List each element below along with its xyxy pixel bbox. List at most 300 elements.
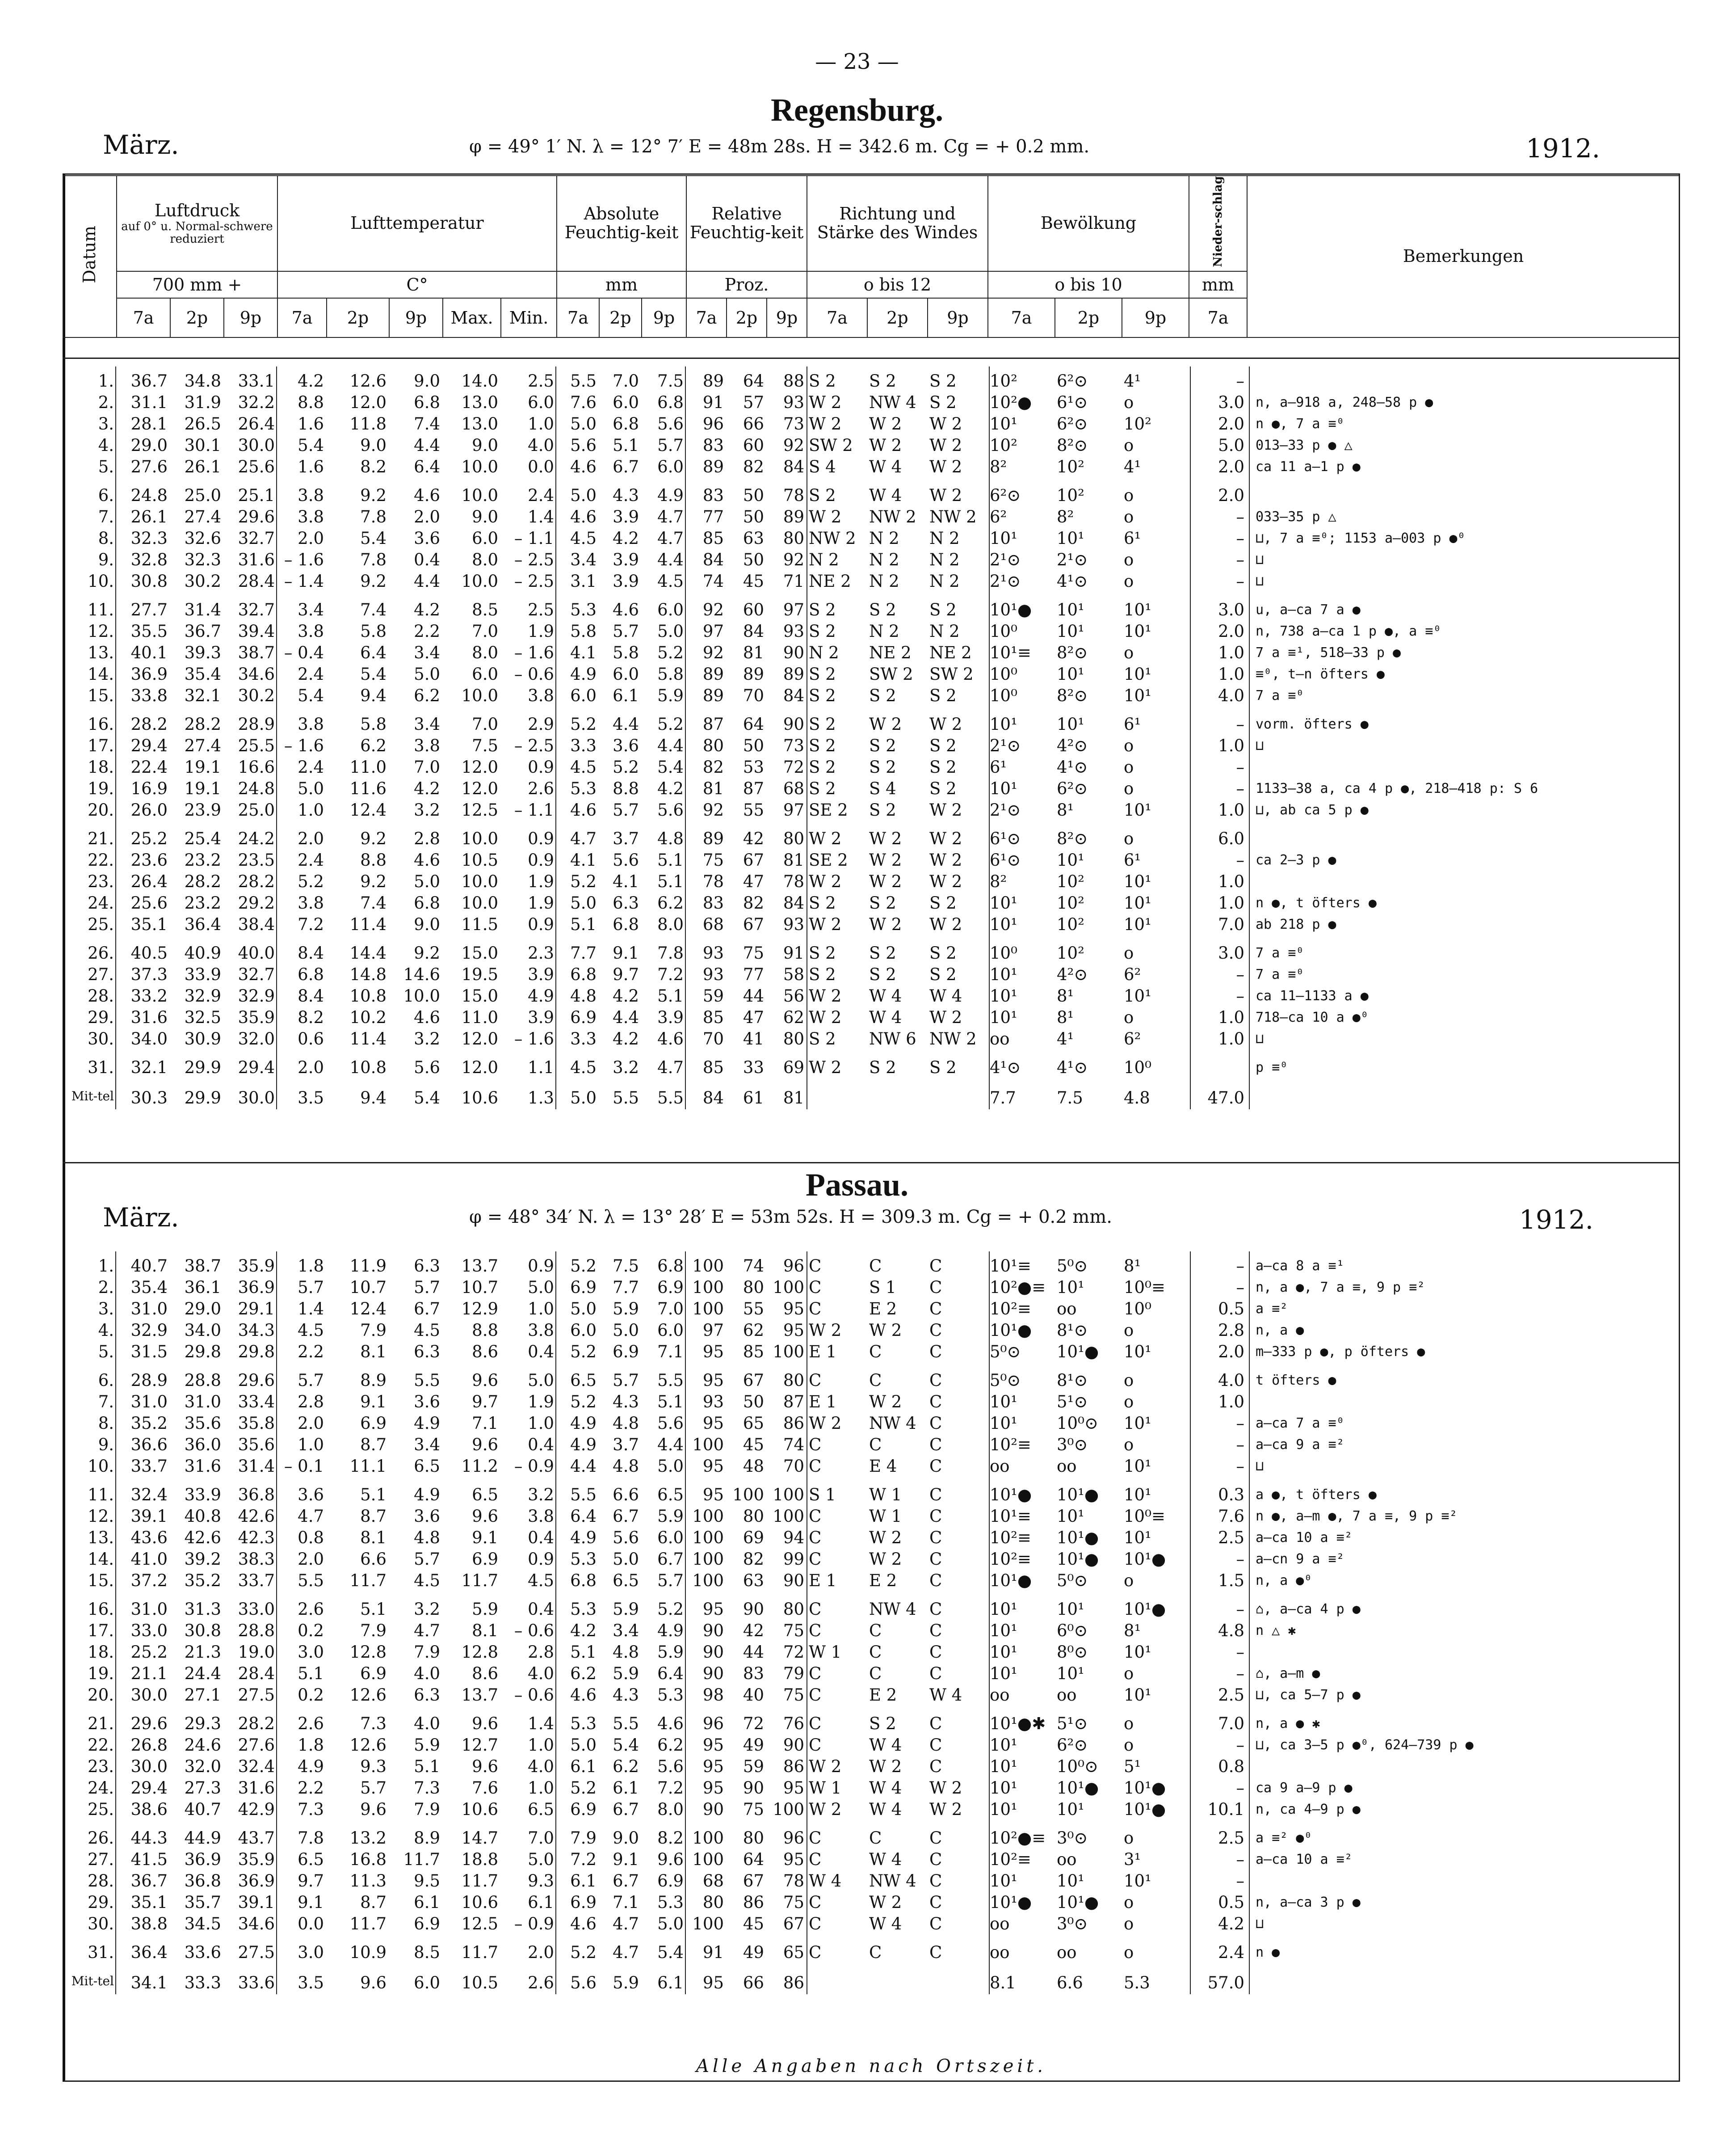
cell-precip-7a: 2.0 (1218, 414, 1244, 434)
cell-abs-7a: 5.0 (570, 1088, 597, 1107)
cell-day: 30. (88, 1914, 114, 1933)
cell-temp-2p: 6.9 (360, 1414, 386, 1433)
table-row (63, 1392, 1680, 1412)
cell-precip-7a: – (1236, 371, 1244, 391)
cell-wind-7a: C (809, 1299, 822, 1318)
cell-wind-2p: S 2 (869, 758, 896, 777)
cell-abs-7a: 4.9 (570, 1528, 597, 1547)
cell-remark: ⌂, a–ca 4 p ● (1256, 1601, 1361, 1617)
cell-temp-max: 10.6 (461, 1088, 498, 1107)
cell-abs-7a: 5.1 (570, 915, 597, 934)
time-2p: 2p (599, 298, 642, 337)
cell-pressure-7a: 35.2 (130, 1414, 168, 1433)
time-7a: 7a (117, 298, 170, 337)
cell-cloud-2p: 8¹⊙ (1057, 1321, 1088, 1340)
cell-temp-9p: 2.2 (414, 622, 440, 641)
cell-temp-9p: 6.7 (414, 1299, 440, 1318)
cell-temp-9p: 3.2 (414, 800, 440, 820)
cell-cloud-7a: 10¹ (990, 1800, 1017, 1819)
cell-temp-9p: 4.5 (414, 1571, 440, 1590)
cell-abs-7a: 5.6 (570, 1973, 597, 1992)
cell-temp-max: 12.8 (461, 1642, 498, 1662)
cell-rel-2p: 90 (743, 1778, 764, 1798)
table-row (63, 550, 1680, 570)
cell-cloud-9p: 10¹ (1124, 800, 1151, 820)
cell-rel-9p: 84 (783, 893, 804, 913)
cell-abs-7a: 6.9 (570, 1278, 597, 1297)
cell-abs-9p: 5.6 (657, 414, 684, 434)
cell-temp-min: – 0.6 (514, 1685, 554, 1705)
table-row (63, 1370, 1680, 1391)
cell-rel-9p: 95 (783, 1321, 804, 1340)
cell-temp-min: 1.4 (528, 1714, 554, 1733)
cell-abs-9p: 5.6 (657, 1757, 684, 1776)
cell-remark: 7 a ≡⁰ (1256, 688, 1304, 703)
cell-temp-2p: 10.8 (349, 986, 386, 1006)
cell-temp-2p: 8.7 (360, 1893, 386, 1912)
cell-cloud-2p: 10¹ (1057, 600, 1084, 619)
cell-temp-7a: 9.1 (298, 1893, 324, 1912)
cell-rel-7a: 100 (692, 1550, 724, 1569)
table-row (63, 371, 1680, 392)
cell-abs-2p: 6.3 (613, 893, 639, 913)
cell-cloud-2p: 6²⊙ (1057, 371, 1088, 391)
cell-precip-7a: 2.4 (1218, 1943, 1244, 1962)
cell-day: 13. (88, 1528, 114, 1547)
cell-abs-2p: 4.3 (613, 486, 639, 505)
cell-pressure-7a: 36.4 (130, 1943, 168, 1962)
table-row (63, 664, 1680, 685)
cell-wind-2p: W 4 (869, 1850, 902, 1869)
cell-rel-2p: 42 (743, 1621, 764, 1640)
cell-pressure-7a: 26.4 (130, 872, 168, 891)
cell-abs-9p: 5.9 (657, 686, 684, 705)
cell-wind-7a: S 2 (809, 371, 836, 391)
cell-abs-7a: 6.9 (570, 1800, 597, 1819)
cell-wind-9p: C (929, 1757, 942, 1776)
table-row (63, 1756, 1680, 1777)
cell-cloud-2p: 6²⊙ (1057, 779, 1088, 798)
cell-cloud-2p: 8¹ (1057, 986, 1074, 1006)
cell-day: Mit-tel (71, 1091, 114, 1103)
table-row (63, 1342, 1680, 1362)
cell-pressure-2p: 42.6 (184, 1528, 221, 1547)
cell-wind-7a: C (809, 1278, 822, 1297)
cell-pressure-2p: 36.1 (184, 1278, 221, 1297)
cell-cloud-9p: o (1124, 643, 1134, 662)
cell-remark: ca 11 a–1 p ● (1256, 459, 1361, 475)
cell-temp-9p: 4.4 (414, 572, 440, 591)
cell-temp-2p: 8.1 (360, 1528, 386, 1547)
cell-abs-2p: 4.2 (613, 529, 639, 548)
cell-rel-2p: 72 (743, 1714, 764, 1733)
cell-precip-7a: 3.0 (1218, 943, 1244, 963)
cell-abs-7a: 5.6 (570, 436, 597, 455)
cell-cloud-7a: 10²≡ (990, 1550, 1031, 1569)
cell-pressure-9p: 35.9 (238, 1256, 275, 1276)
cell-cloud-2p: 10¹ (1057, 1278, 1084, 1297)
cell-temp-max: 13.7 (461, 1685, 498, 1705)
cell-rel-2p: 50 (743, 507, 764, 526)
cell-temp-max: 7.1 (472, 1414, 498, 1433)
cell-precip-7a: 6.0 (1218, 829, 1244, 848)
cell-temp-9p: 4.7 (414, 1621, 440, 1640)
cell-temp-2p: 7.8 (360, 507, 386, 526)
cell-cloud-2p: 10¹● (1057, 1342, 1099, 1361)
column-rule (276, 366, 277, 1109)
cell-precip-7a: 7.6 (1218, 1507, 1244, 1526)
cell-abs-7a: 5.5 (570, 371, 597, 391)
cell-precip-7a: 4.8 (1218, 1621, 1244, 1640)
cell-wind-9p: N 2 (929, 572, 960, 591)
cell-abs-7a: 4.7 (570, 829, 597, 848)
cell-cloud-9p: 5¹ (1124, 1757, 1141, 1776)
cell-cloud-9p: 10¹ (1124, 1685, 1151, 1705)
table-row (63, 1549, 1680, 1570)
table-row (63, 643, 1680, 663)
cell-temp-min: 2.9 (528, 715, 554, 734)
cell-rel-9p: 90 (783, 643, 804, 662)
cell-temp-7a: 2.0 (298, 1058, 324, 1077)
cell-pressure-2p: 19.1 (184, 779, 221, 798)
cell-temp-2p: 8.8 (360, 851, 386, 870)
cell-temp-9p: 3.2 (414, 1600, 440, 1619)
cell-temp-2p: 9.3 (360, 1757, 386, 1776)
cell-precip-7a: – (1236, 1642, 1244, 1662)
cell-temp-7a: 3.0 (298, 1943, 324, 1962)
cell-pressure-2p: 23.2 (184, 893, 221, 913)
cell-temp-min: 1.0 (528, 1414, 554, 1433)
cell-wind-2p: C (869, 1435, 882, 1454)
cell-rel-2p: 64 (743, 715, 764, 734)
cell-remark (1256, 1392, 1676, 1412)
cell-precip-7a: – (1236, 758, 1244, 777)
cell-abs-2p: 9.1 (613, 1850, 639, 1869)
table-row (63, 1007, 1680, 1028)
cell-wind-7a: C (809, 1685, 822, 1705)
cell-rel-9p: 73 (783, 736, 804, 755)
cell-wind-7a: C (809, 1550, 822, 1569)
cell-wind-2p: NW 4 (869, 1414, 916, 1433)
table-row (63, 1621, 1680, 1641)
cell-abs-7a: 4.1 (570, 851, 597, 870)
cell-wind-9p: C (929, 1600, 942, 1619)
cell-abs-7a: 5.3 (570, 1550, 597, 1569)
cell-wind-9p: W 2 (929, 915, 962, 934)
cell-temp-7a: 6.8 (298, 965, 324, 984)
cell-temp-7a: 8.4 (298, 986, 324, 1006)
cell-temp-max: 10.7 (461, 1278, 498, 1297)
cell-rel-9p: 86 (783, 1414, 804, 1433)
cell-temp-min: 0.9 (528, 1550, 554, 1569)
cell-rel-7a: 85 (702, 529, 724, 548)
cell-rel-7a: 83 (702, 893, 724, 913)
cell-cloud-7a: 6¹⊙ (990, 829, 1021, 848)
cell-wind-2p: S 2 (869, 736, 896, 755)
cell-pressure-2p: 29.9 (184, 1088, 221, 1107)
cell-temp-min: 0.9 (528, 758, 554, 777)
cell-abs-2p: 6.0 (613, 665, 639, 684)
cell-temp-9p: 8.5 (414, 1943, 440, 1962)
time-9p: 9p (642, 298, 686, 337)
cell-rel-9p: 65 (783, 1943, 804, 1962)
cell-wind-9p: SW 2 (929, 665, 974, 684)
cell-wind-2p: S 1 (869, 1278, 896, 1297)
cell-abs-2p: 4.2 (613, 1029, 639, 1049)
table-row (63, 872, 1680, 892)
cell-rel-2p: 80 (743, 1278, 764, 1297)
cell-pressure-9p: 32.7 (238, 965, 275, 984)
cell-pressure-9p: 42.3 (238, 1528, 275, 1547)
cell-pressure-7a: 25.2 (130, 1642, 168, 1662)
cell-temp-min: 2.3 (528, 943, 554, 963)
cell-temp-max: 12.0 (461, 1058, 498, 1077)
cell-rel-2p: 50 (743, 486, 764, 505)
cell-rel-7a: 84 (702, 1088, 724, 1107)
cell-abs-2p: 4.7 (613, 1943, 639, 1962)
cell-day: 18. (88, 758, 114, 777)
cell-temp-7a: 2.4 (298, 758, 324, 777)
cell-rel-2p: 41 (743, 1029, 764, 1049)
cell-rel-2p: 82 (743, 1550, 764, 1569)
cell-temp-min: 0.4 (528, 1600, 554, 1619)
cell-cloud-7a: 10²≡ (990, 1435, 1031, 1454)
cell-abs-2p: 5.9 (613, 1973, 639, 1992)
cell-wind-2p: W 2 (869, 872, 902, 891)
cell-temp-max: 6.0 (472, 665, 498, 684)
cell-rel-9p: 80 (783, 1371, 804, 1390)
cell-wind-9p: S 2 (929, 758, 957, 777)
cell-cloud-2p: 8²⊙ (1057, 829, 1088, 848)
cell-abs-2p: 7.0 (613, 371, 639, 391)
table-row (63, 714, 1680, 735)
cell-temp-7a: 2.6 (298, 1714, 324, 1733)
cell-cloud-9p: o (1124, 829, 1134, 848)
cell-pressure-7a: 30.3 (130, 1088, 168, 1107)
lufttemperatur-header: Lufttemperatur (277, 176, 557, 271)
cell-abs-9p: 5.1 (657, 872, 684, 891)
cell-abs-9p: 8.0 (657, 1800, 684, 1819)
column-rule (555, 1251, 556, 1994)
station-divider (63, 1162, 1680, 1163)
cell-rel-7a: 90 (702, 1664, 724, 1683)
cell-temp-9p: 8.9 (414, 1828, 440, 1848)
cell-cloud-7a: 6¹⊙ (990, 851, 1021, 870)
cell-cloud-7a: 7.7 (990, 1088, 1016, 1107)
cell-temp-2p: 9.6 (360, 1973, 386, 1992)
cell-rel-9p: 71 (783, 572, 804, 591)
cell-pressure-9p: 34.6 (238, 1914, 275, 1933)
cell-temp-9p: 6.5 (414, 1457, 440, 1476)
cell-rel-9p: 86 (783, 1973, 804, 1992)
cell-pressure-7a: 35.1 (130, 1893, 168, 1912)
cell-abs-2p: 6.7 (613, 1507, 639, 1526)
cell-temp-9p: 6.2 (414, 686, 440, 705)
cell-cloud-2p: 10² (1057, 457, 1084, 476)
cell-abs-9p: 5.4 (657, 1943, 684, 1962)
cell-pressure-9p: 32.7 (238, 529, 275, 548)
cell-cloud-7a: 8² (990, 872, 1007, 891)
year-label: 1912. (1526, 133, 1601, 164)
cell-pressure-9p: 25.6 (238, 457, 275, 476)
cell-wind-2p: N 2 (869, 550, 899, 569)
cell-wind-9p: S 2 (929, 686, 957, 705)
cell-rel-9p: 81 (783, 851, 804, 870)
cell-temp-9p: 5.1 (414, 1757, 440, 1776)
cell-pressure-2p: 35.2 (184, 1571, 221, 1590)
cell-remark: ⊔, ca 3–5 p ●⁰, 624–739 p ● (1256, 1737, 1474, 1753)
cell-wind-7a: S 2 (809, 600, 836, 619)
cell-wind-9p: C (929, 1850, 942, 1869)
cell-pressure-2p: 33.6 (184, 1943, 221, 1962)
cell-temp-7a: 8.4 (298, 943, 324, 963)
niederschlag-header: Nieder-schlag (1189, 176, 1247, 271)
cell-wind-9p: W 2 (929, 715, 962, 734)
cell-abs-2p: 5.2 (613, 758, 639, 777)
table-row (63, 1828, 1680, 1849)
cell-abs-2p: 5.1 (613, 436, 639, 455)
cell-temp-9p: 5.6 (414, 1058, 440, 1077)
cell-pressure-9p: 35.9 (238, 1008, 275, 1027)
station-title-passau: Passau. (805, 1167, 909, 1203)
cell-temp-7a: 7.2 (298, 915, 324, 934)
cell-cloud-7a: 10¹ (990, 986, 1017, 1006)
cell-rel-2p: 64 (743, 371, 764, 391)
cell-abs-9p: 5.1 (657, 1392, 684, 1411)
cell-rel-2p: 84 (743, 622, 764, 641)
table-row (63, 736, 1680, 756)
table-row (63, 507, 1680, 527)
cell-pressure-2p: 34.0 (184, 1321, 221, 1340)
cell-temp-7a: 0.6 (298, 1029, 324, 1049)
table-header (63, 175, 1680, 327)
cell-precip-7a: 1.0 (1218, 643, 1244, 662)
cell-precip-7a: – (1236, 965, 1244, 984)
cell-temp-max: 8.1 (472, 1621, 498, 1640)
cell-temp-9p: 6.3 (414, 1256, 440, 1276)
table-row (63, 1528, 1680, 1548)
cell-abs-2p: 3.7 (613, 829, 639, 848)
cell-temp-min: – 0.9 (514, 1457, 554, 1476)
cell-wind-7a: S 2 (809, 943, 836, 963)
cell-pressure-7a: 27.6 (130, 457, 168, 476)
cell-pressure-2p: 44.9 (184, 1828, 221, 1848)
cell-rel-2p: 82 (743, 893, 764, 913)
cell-wind-9p: C (929, 1278, 942, 1297)
cell-day: 23. (88, 872, 114, 891)
cell-cloud-7a: 5⁰⊙ (990, 1371, 1021, 1390)
cell-temp-9p: 4.2 (414, 779, 440, 798)
cell-pressure-2p: 24.6 (184, 1735, 221, 1755)
cell-pressure-9p: 31.4 (238, 1457, 275, 1476)
cell-remark: n, ca 4–9 p ● (1256, 1802, 1361, 1817)
table-row (63, 600, 1680, 620)
cell-temp-min: 4.0 (528, 1757, 554, 1776)
table-row (63, 1685, 1680, 1705)
cell-temp-max: 12.9 (461, 1299, 498, 1318)
cell-cloud-7a: oo (990, 1029, 1010, 1049)
cell-remark: a ≡² (1256, 1301, 1288, 1317)
cell-pressure-2p: 36.9 (184, 1850, 221, 1869)
table-row (63, 392, 1680, 413)
cell-pressure-2p: 35.4 (184, 665, 221, 684)
cell-cloud-2p: 10¹ (1057, 715, 1084, 734)
cell-cloud-7a: 10² (990, 371, 1017, 391)
cell-temp-min: – 0.6 (514, 665, 554, 684)
cell-remark: n, a ● (1256, 1322, 1304, 1338)
cell-wind-2p: W 4 (869, 1778, 902, 1798)
cell-precip-7a: 57.0 (1207, 1973, 1244, 1992)
cell-pressure-2p: 31.4 (184, 600, 221, 619)
cell-temp-9p: 7.4 (414, 414, 440, 434)
cell-temp-7a: 2.4 (298, 665, 324, 684)
cell-abs-7a: 5.0 (570, 414, 597, 434)
cell-abs-2p: 9.1 (613, 943, 639, 963)
cell-precip-7a: 1.0 (1218, 665, 1244, 684)
cell-abs-9p: 5.7 (657, 1571, 684, 1590)
cell-wind-7a: W 2 (809, 986, 842, 1006)
cell-abs-7a: 4.8 (570, 986, 597, 1006)
cell-abs-2p: 5.7 (613, 800, 639, 820)
table-row (63, 1057, 1680, 1078)
cell-abs-7a: 6.9 (570, 1008, 597, 1027)
cell-wind-7a: W 2 (809, 915, 842, 934)
column-rule (276, 1251, 277, 1994)
cell-temp-7a: 9.7 (298, 1871, 324, 1891)
cell-wind-7a: W 2 (809, 1321, 842, 1340)
cell-temp-7a: 5.1 (298, 1664, 324, 1683)
cell-wind-7a: C (809, 1828, 822, 1848)
table-row (63, 1663, 1680, 1684)
cell-abs-2p: 3.7 (613, 1435, 639, 1454)
cell-pressure-7a: 39.1 (130, 1507, 168, 1526)
cell-rel-7a: 89 (702, 686, 724, 705)
cell-temp-9p: 6.3 (414, 1342, 440, 1361)
cell-cloud-9p: o (1124, 572, 1134, 591)
cell-rel-2p: 82 (743, 457, 764, 476)
cell-wind-9p: S 2 (929, 393, 957, 412)
cell-abs-7a: 5.2 (570, 1943, 597, 1962)
cell-abs-9p: 7.1 (657, 1342, 684, 1361)
cell-temp-max: 12.0 (461, 779, 498, 798)
cell-temp-9p: 3.2 (414, 1029, 440, 1049)
cell-pressure-9p: 25.1 (238, 486, 275, 505)
cell-rel-2p: 59 (743, 1757, 764, 1776)
cell-temp-2p: 7.9 (360, 1621, 386, 1640)
cell-remark: ⊔ (1256, 1458, 1264, 1474)
cell-rel-9p: 84 (783, 686, 804, 705)
cell-pressure-2p: 36.8 (184, 1871, 221, 1891)
cell-wind-9p: W 2 (929, 851, 962, 870)
cell-wind-9p: C (929, 1371, 942, 1390)
cell-pressure-2p: 28.8 (184, 1371, 221, 1390)
cell-pressure-7a: 41.0 (130, 1550, 168, 1569)
cell-cloud-2p: 3⁰⊙ (1057, 1914, 1088, 1933)
cell-pressure-7a: 43.6 (130, 1528, 168, 1547)
cell-cloud-7a: 10¹ (990, 1757, 1017, 1776)
table-row (63, 1506, 1680, 1527)
cell-pressure-2p: 33.9 (184, 1485, 221, 1504)
cell-abs-2p: 4.8 (613, 1457, 639, 1476)
cell-cloud-2p: 10⁰⊙ (1057, 1757, 1098, 1776)
cell-rel-2p: 77 (743, 965, 764, 984)
cell-cloud-9p: 10⁰ (1124, 1058, 1151, 1077)
cell-rel-2p: 89 (743, 665, 764, 684)
cell-wind-2p: W 2 (869, 715, 902, 734)
cell-pressure-7a: 33.8 (130, 686, 168, 705)
cell-abs-2p: 5.6 (613, 851, 639, 870)
cell-rel-7a: 95 (702, 1973, 724, 1992)
